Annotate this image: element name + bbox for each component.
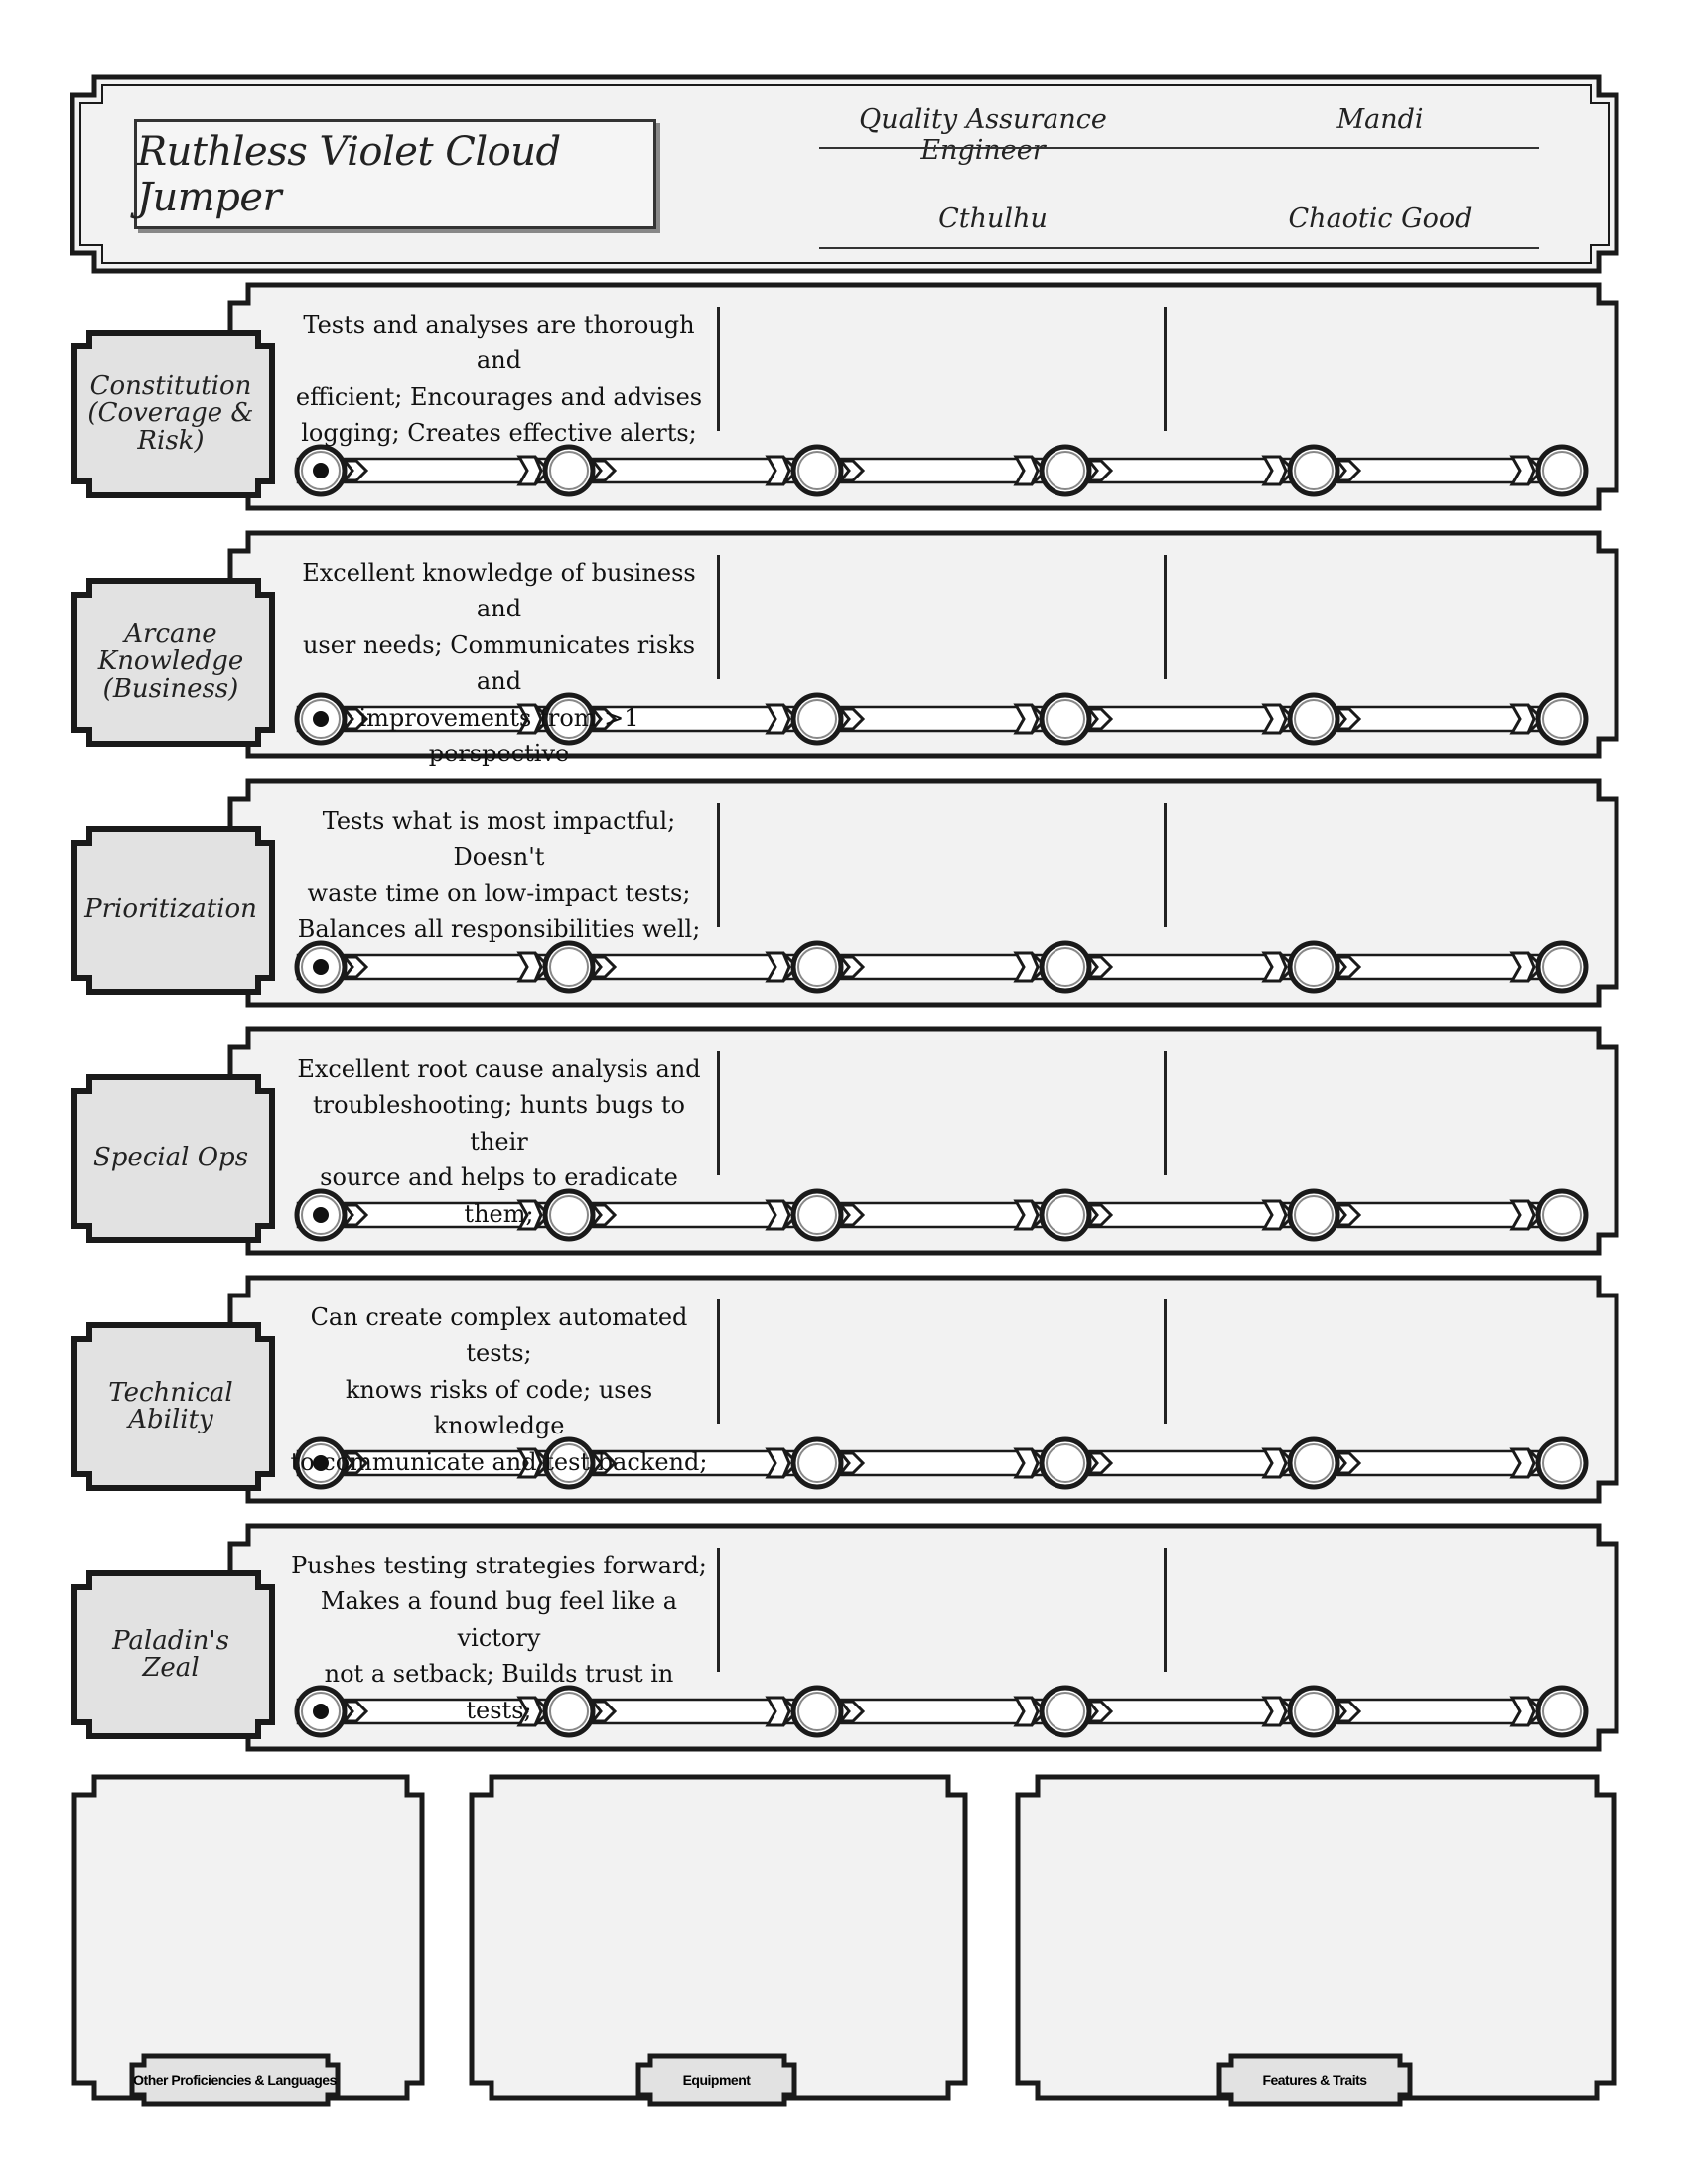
stat-label-line: Technical Ability <box>108 1377 233 1434</box>
stat-description-line: Tests what is most impactful; Doesn't <box>322 807 676 872</box>
stat-label-line: Arcane <box>124 619 217 650</box>
stat-description-line: user needs; Communicates risks and <box>302 630 696 696</box>
stat-label-line: Zeal <box>142 1653 200 1683</box>
stat-description-line: improvements from >1 perspective <box>358 703 639 768</box>
stat-description-line: to communicate and test backend; <box>290 1447 708 1476</box>
stat-description-line: knows risks of code; uses knowledge <box>345 1375 653 1440</box>
stat-description-line: Tests and analyses are thorough and <box>303 311 695 375</box>
stat-label-line: Prioritization <box>84 894 257 925</box>
proficiencies-title: Other Proficiencies & Languages <box>133 2072 337 2088</box>
equipment-title: Equipment <box>682 2072 751 2088</box>
stat-label-line: (Coverage & <box>87 398 254 429</box>
stat-description-line: logging; Creates effective alerts; <box>301 419 697 448</box>
stat-label-line: Special Ops <box>92 1143 249 1173</box>
stat-label-line: Knowledge <box>97 646 244 677</box>
character-name: Ruthless Violet Cloud Jumper <box>137 128 561 220</box>
equipment-box <box>472 1777 965 2104</box>
stat-description-line: Pushes testing strategies forward; <box>291 1552 707 1579</box>
stat-description-line: Excellent root cause analysis and <box>297 1055 701 1083</box>
stat-label-line: (Business) <box>102 673 239 704</box>
proficiencies-box <box>74 1777 422 2104</box>
character-alignment: Chaotic Good <box>1288 204 1473 234</box>
stat-description-line: not a setback; Builds trust in tests; <box>324 1660 674 1724</box>
features-title: Features & Traits <box>1262 2072 1367 2088</box>
character-class: Quality Assurance Engineer <box>859 104 1107 166</box>
player-name: Mandi <box>1336 104 1424 135</box>
stat-description-line: Can create complex automated tests; <box>310 1303 688 1368</box>
stat-description-line: waste time on low-impact tests; <box>307 879 691 907</box>
stat-description-line: source and helps to eradicate them; <box>320 1163 678 1228</box>
stat-label-line: Risk) <box>137 425 205 456</box>
stat-description-line: Balances all responsibilities well; <box>297 915 701 944</box>
features-box <box>1018 1777 1614 2104</box>
stat-label-line: Constitution <box>89 371 252 402</box>
character-race: Cthulhu <box>938 204 1048 234</box>
stat-description-line: Excellent knowledge of business and <box>302 559 696 623</box>
stat-label-line: Paladin's <box>112 1625 229 1656</box>
stat-description-line: efficient; Encourages and advises <box>295 382 703 411</box>
stat-description-line: troubleshooting; hunts bugs to their <box>313 1091 685 1156</box>
stat-description-line: Makes a found bug feel like a victory <box>320 1587 678 1652</box>
